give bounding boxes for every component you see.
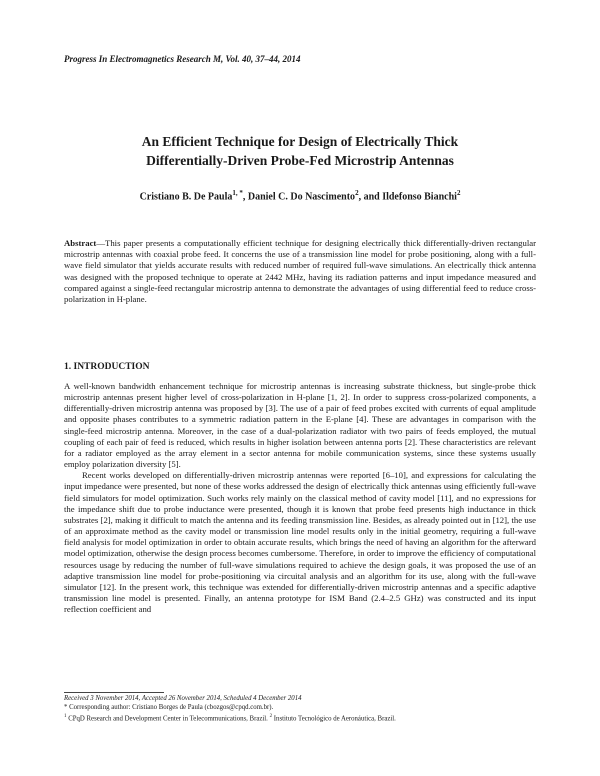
author-2-affiliation: 2: [355, 189, 359, 197]
received-dates: Received 3 November 2014, Accepted 26 November 2014, Scheduled 4 December 2014: [64, 695, 302, 702]
abstract-text: —This paper presents a computationally efficient technique for designing electrically thick differentially-driven rectangular microstrip antennas with coaxial probe feed. It concerns the use of a transmission line model for probe positioning, along with a full-wave field simulator that yields accurate results with reduced number of required full-wave simulations. An electrically thick antenna was designed with the proposed technique to operate at 2442 MHz, having its radiation patterns and input impedance measured and compared against a single-feed rectangular microstrip antenna to demonstrate the advantages of using differential feed to reduce cross-polarization in H-plane.: [64, 238, 536, 305]
affiliation-1-marker: 1: [64, 714, 67, 719]
title-line-2: Differentially-Driven Probe-Fed Microstrip Antennas: [146, 153, 454, 168]
affiliation-2: Instituto Tecnológico de Aeronáutica, Brazil.: [272, 715, 396, 723]
author-3: Ildefonso Bianchi: [382, 191, 457, 203]
author-conjunction: , and: [358, 191, 380, 203]
affiliation-2-marker: 2: [269, 714, 273, 719]
affiliation-1: CPqD Research and Development Center in Telecommunications, Brazil.: [66, 715, 270, 723]
paper-title: [40, 132, 560, 170]
paragraph: Recent works developed on differentially-driven microstrip antennas were reported [6–10], and expressions for calculating the input impedance were presented, but none of these works addressed the design of electrically thick antennas using efficiently full-wave field simulators for model optimization. Such works rely mainly on the classical method of cavity model [11], and no expressions for the impedance shift due to probe inductance were presented, though it is known that probe feed presents high inductance in thick substrates [2], making it difficult to match the antenna and its feeding transmission line. Besides, as already pointed out in [12], the use of an approximate method as the cavity model or transmission line model results only in the initial geometry, requiring a full-wave field analysis for model optimization in order to obtain accurate results, which brings the need of having an algorithm for the afterward model optimization, otherwise the design process becomes cumbersome. Therefore, in order to improve the efficiency of computational resources usage by reducing the number of full-wave simulations required to achieve the design goals, it was proposed the use of an adaptive transmission line model for probe-positioning via circuital analysis and an algorithm for its use, along with the full-wave simulator [12]. In the present work, this technique was extended for differentially-driven microstrip antennas and a specific adaptive transmission line model is presented. Finally, an antenna prototype for ISM Band (2.4–2.5 GHz) was constructed and its input reflection coefficient and: [64, 470, 536, 615]
title-line-1: An Efficient Technique for Design of Electrically Thick: [141, 134, 459, 149]
abstract: [64, 238, 536, 305]
author-2: Daniel C. Do Nascimento: [247, 191, 356, 203]
footnote-divider: [64, 692, 164, 693]
author-1-affiliation: 1, *: [232, 189, 243, 197]
footnotes: [64, 694, 536, 723]
abstract-label: Abstract: [64, 238, 97, 248]
paragraph: A well-known bandwidth enhancement technique for microstrip antennas is increasing substrate thickness, but single-probe thick microstrip antennas present higher level of cross-polarization in H-plane [1, 2]. In order to suppress cross-polarized components, a differentially-driven microstrip antenna was proposed by [3]. The use of a pair of feed probes excited with currents of equal amplitude and opposite phases contributes to a symmetric radiation pattern in the E-plane [4]. These are advantages in comparison with the single-feed microstrip antenna. Moreover, in the case of a dual-polarization radiator with two pairs of feeds employed, the mutual coupling of each pair of feed is reduced, which results in higher isolation between antenna ports [2]. These characteristics are relevant for a radiator employed as the array element in a sector antenna for mobile communication systems, since these systems usually employ polarization diversity [5].: [64, 381, 536, 470]
body-text: [64, 381, 536, 615]
author-list: Cristiano B. De Paula$^{1, *}$, Daniel C. Do Nascimento$^2$, and Ildefonso Bianchi$^2$: [139, 189, 461, 203]
author-3-affiliation: 2: [456, 189, 461, 197]
journal-header: Progress In Electromagnetics Research M, Vol. 40, 37–44, 2014: [64, 54, 301, 64]
author-1: Cristiano B. De Paula: [139, 191, 233, 203]
corresponding-author: * Corresponding author: Cristiano Borges de Paula (cbozgos@cpqd.com.br).: [64, 704, 274, 711]
affiliations: [64, 712, 536, 723]
section-heading: 1. INTRODUCTION: [64, 362, 150, 372]
